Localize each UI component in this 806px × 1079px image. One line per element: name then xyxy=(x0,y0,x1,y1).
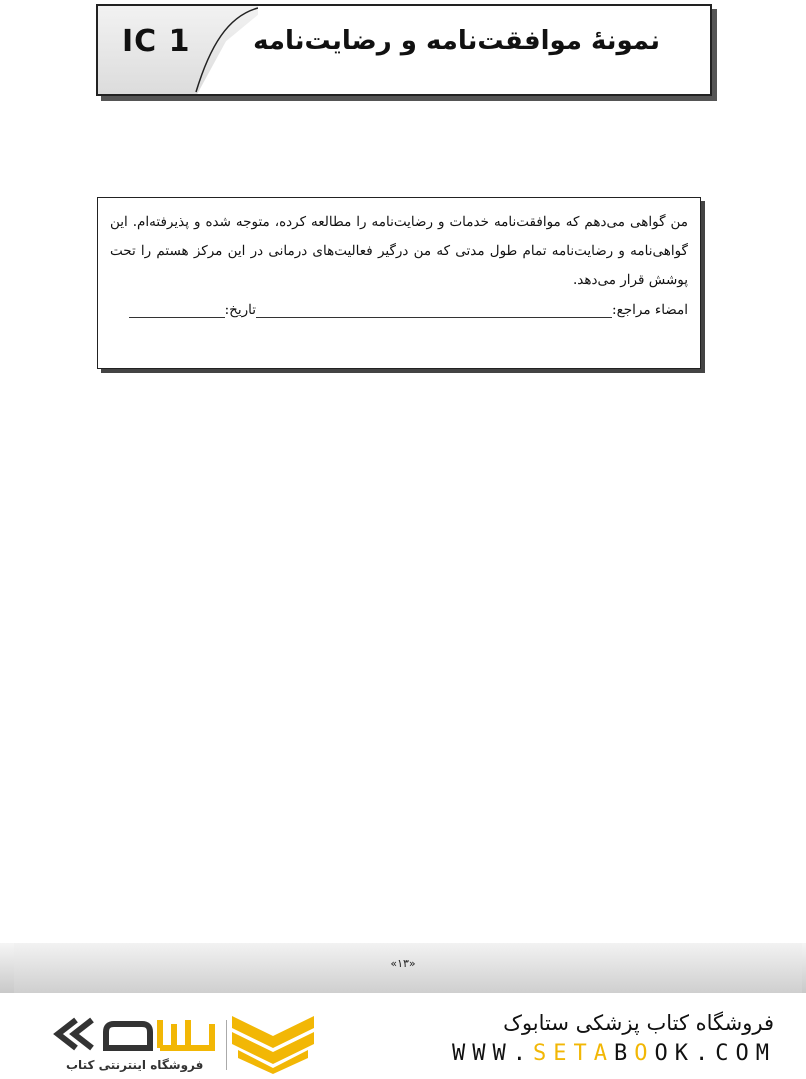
signature-row xyxy=(110,301,688,318)
section-code: IC 1 xyxy=(122,24,191,59)
section-title: نمونۀ موافقت‌نامه و رضایت‌نامه xyxy=(253,26,660,56)
store-name: فروشگاه کتاب پزشکی ستابوک xyxy=(503,1011,774,1035)
chevron-logo-icon xyxy=(232,1016,314,1074)
consent-paragraph: من گواهی می‌دهم که موافقت‌نامه خدمات و رضایت‌نامه را مطالعه کرده، متوجه شده و پذیرفته‌ام. این گواهی‌نامه و رضایت‌نامه تمام طول مدتی که من درگیر فعالیت‌های درمانی در این مرکز هستم را تحت پوشش قرار می‌دهد. xyxy=(110,214,688,288)
date-line xyxy=(129,301,225,318)
brand-wordmark-icon xyxy=(50,1010,220,1060)
date-label: تاریخ: xyxy=(224,302,257,318)
logo-divider xyxy=(226,1020,227,1070)
url-part-2: B xyxy=(614,1041,635,1066)
signature-label: امضاء مراجع: xyxy=(612,302,688,318)
section-header xyxy=(96,4,712,96)
url-highlight-1: SETA xyxy=(533,1041,615,1066)
consent-box xyxy=(97,197,701,369)
signature-line xyxy=(256,301,612,318)
logo-tagline: فروشگاه اینترنتی کتاب xyxy=(66,1058,204,1072)
url-part-1: WWW. xyxy=(452,1041,534,1066)
store-url[interactable] xyxy=(452,1041,776,1066)
url-part-3: OK.COM xyxy=(654,1041,776,1066)
page-number: «۱۳» xyxy=(390,957,416,970)
url-highlight-2: O xyxy=(634,1041,655,1066)
